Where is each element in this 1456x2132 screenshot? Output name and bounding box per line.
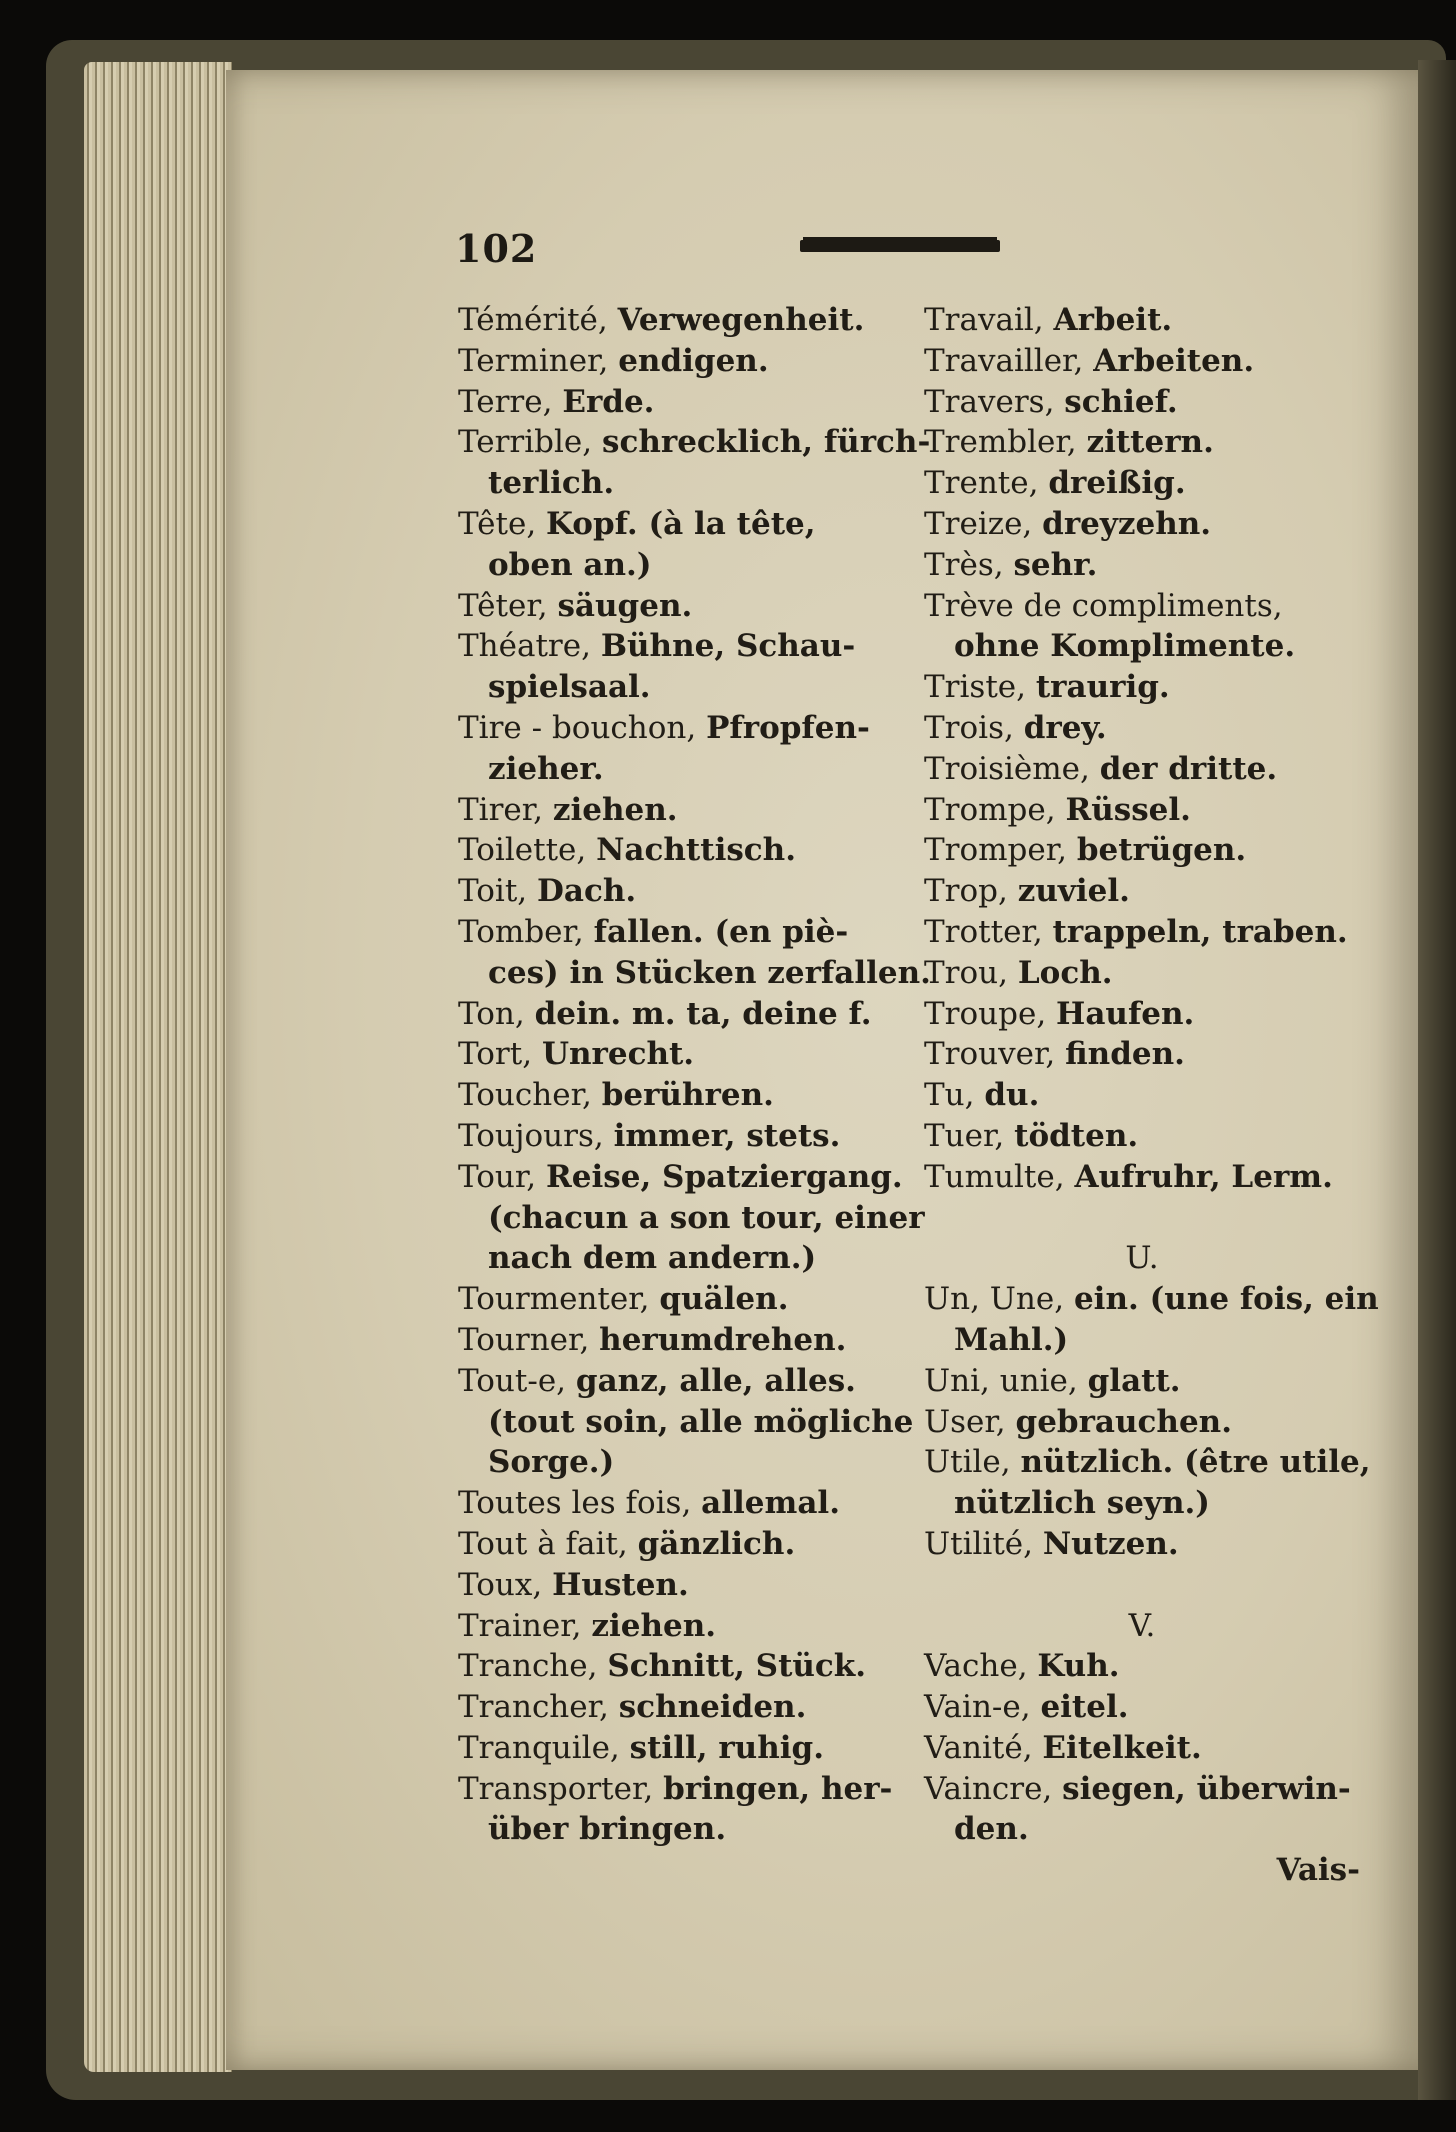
german-translation: Verwegenheit. <box>617 302 865 338</box>
german-translation: still, ruhig. <box>629 1729 824 1766</box>
french-term: Vache, <box>924 1648 1028 1685</box>
dictionary-entry <box>458 1483 898 1524</box>
dictionary-entry <box>924 382 1360 423</box>
german-translation: Schnitt, Stück. <box>607 1648 867 1685</box>
page-number: 102 <box>455 226 538 271</box>
french-term: Tête, <box>458 505 537 542</box>
french-term: Trop, <box>924 873 1008 910</box>
french-term: Tumulte, <box>924 1158 1065 1195</box>
dictionary-entry <box>924 830 1360 871</box>
dictionary-entry <box>924 1687 1360 1728</box>
german-translation: (tout soin, alle mögliche <box>488 1403 914 1440</box>
german-translation: terlich. <box>488 465 615 502</box>
french-term: Théatre, <box>458 628 591 665</box>
french-term: Tour, <box>458 1158 537 1195</box>
entry-continuation <box>458 1238 898 1279</box>
dictionary-entry <box>924 1728 1360 1769</box>
german-translation: Haufen. <box>1056 995 1195 1032</box>
german-translation: trappeln, traben. <box>1052 913 1348 950</box>
section-letter <box>924 1238 1360 1279</box>
dictionary-entry <box>458 1279 898 1320</box>
dictionary-entry <box>458 1687 898 1728</box>
german-translation: Aufruhr, Lerm. <box>1074 1158 1333 1195</box>
german-translation: quälen. <box>659 1281 789 1318</box>
german-translation: Kuh. <box>1037 1648 1120 1685</box>
dictionary-entry <box>458 994 898 1035</box>
german-translation: Bühne, Schau- <box>600 628 856 665</box>
german-translation: Eitelkeit. <box>1042 1729 1202 1766</box>
dictionary-entry <box>924 463 1360 504</box>
catchword <box>924 1850 1360 1891</box>
french-term: Utilité, <box>924 1525 1033 1562</box>
dictionary-entry <box>924 1198 1360 1239</box>
french-term: Un, Une, <box>924 1281 1065 1318</box>
german-translation: endigen. <box>618 342 769 379</box>
german-translation: Mahl.) <box>954 1321 1069 1358</box>
dictionary-entry <box>924 953 1360 994</box>
dictionary-entry <box>458 1769 898 1810</box>
french-term: Tranche, <box>458 1648 598 1685</box>
page-edges <box>84 62 232 2072</box>
entry-continuation <box>458 953 931 994</box>
french-term: Toit, <box>458 873 528 910</box>
french-term: Uni, unie, <box>924 1362 1078 1399</box>
french-term: Trois, <box>924 709 1014 746</box>
entry-continuation <box>458 667 898 708</box>
german-translation: nützlich. (être utile, <box>1020 1444 1371 1481</box>
german-translation: finden. <box>1065 1036 1185 1073</box>
german-translation: Pfropfen- <box>706 709 870 746</box>
french-term: Terrible, <box>458 424 593 461</box>
dictionary-entry <box>458 504 898 545</box>
german-translation: Dach. <box>537 873 637 910</box>
dictionary-entry <box>924 1646 1360 1687</box>
dictionary-entry <box>924 708 1360 749</box>
entry-continuation <box>458 1809 898 1850</box>
dictionary-entry <box>458 626 898 667</box>
german-translation: Rüssel. <box>1065 791 1191 828</box>
french-term: Troupe, <box>924 995 1047 1032</box>
entry-continuation <box>458 749 898 790</box>
french-term: Triste, <box>924 669 1026 706</box>
french-term: Ton, <box>458 995 525 1032</box>
french-term: Trève de compliments, <box>924 587 1283 624</box>
dictionary-entry <box>458 422 931 463</box>
german-translation: gänzlich. <box>637 1525 796 1562</box>
french-term: Transporter, <box>458 1770 654 1807</box>
dictionary-entry <box>458 708 898 749</box>
dictionary-entry <box>458 1157 903 1198</box>
french-term: Tourner, <box>458 1321 590 1358</box>
german-translation: tödten. <box>1014 1117 1139 1154</box>
dictionary-entry <box>924 422 1360 463</box>
dictionary-entry <box>924 1402 1360 1443</box>
dictionary-entry <box>458 382 898 423</box>
french-term: Tu, <box>924 1077 975 1114</box>
dictionary-entry <box>458 790 898 831</box>
dictionary-entry <box>924 545 1360 586</box>
german-translation: traurig. <box>1035 669 1170 706</box>
french-term: Tranquile, <box>458 1729 620 1766</box>
german-translation: über bringen. <box>488 1811 727 1848</box>
french-term: Très, <box>924 546 1004 583</box>
german-translation: oben an.) <box>488 546 652 583</box>
french-term: Toux, <box>458 1566 543 1603</box>
dictionary-entry <box>458 830 898 871</box>
german-translation: du. <box>984 1077 1040 1114</box>
dictionary-entry <box>458 1320 898 1361</box>
german-translation: dein. m. ta, deine f. <box>534 995 872 1032</box>
german-translation: Kopf. (à la tête, <box>546 505 816 542</box>
entry-continuation <box>458 545 898 586</box>
dictionary-entry <box>458 1565 898 1606</box>
german-translation: siegen, überwin- <box>1062 1770 1351 1807</box>
header-rule <box>800 240 1000 252</box>
dictionary-entry <box>924 1034 1360 1075</box>
right-column <box>924 300 1379 1891</box>
german-translation: Nachttisch. <box>596 832 797 869</box>
german-translation: bringen, her- <box>663 1770 893 1807</box>
french-term: Trainer, <box>458 1607 582 1644</box>
german-translation: zittern. <box>1086 424 1214 461</box>
dictionary-entry <box>458 1075 898 1116</box>
french-term: Toucher, <box>458 1077 592 1114</box>
french-term: Terminer, <box>458 342 609 379</box>
dictionary-entry <box>924 341 1360 382</box>
french-term: Têter, <box>458 587 548 624</box>
german-translation: ganz, alle, alles. <box>575 1362 856 1399</box>
french-term: Tout-e, <box>458 1362 567 1399</box>
dictionary-entry <box>924 749 1360 790</box>
dictionary-entry <box>458 1606 898 1647</box>
german-translation: ein. (une fois, ein <box>1073 1281 1379 1318</box>
german-translation: ohne Komplimente. <box>954 628 1296 665</box>
french-term: Vanité, <box>924 1729 1033 1766</box>
french-term: Trembler, <box>924 424 1077 461</box>
french-term: Trotter, <box>924 913 1043 950</box>
german-translation: den. <box>954 1811 1029 1848</box>
book-spine <box>1418 60 1456 2100</box>
dictionary-entry <box>924 504 1360 545</box>
entry-continuation <box>458 463 898 504</box>
dictionary-entry <box>924 1116 1360 1157</box>
french-term: Toujours, <box>458 1117 604 1154</box>
french-term: Témérité, <box>458 302 608 338</box>
german-translation: Vais- <box>1276 1852 1360 1889</box>
german-translation: Unrecht. <box>541 1036 695 1073</box>
german-translation: nach dem andern.) <box>488 1240 817 1277</box>
french-term: V. <box>1128 1607 1156 1644</box>
entry-continuation <box>458 1198 925 1239</box>
french-term: Trompe, <box>924 791 1056 828</box>
dictionary-entry <box>924 790 1360 831</box>
dictionary-entry <box>458 1034 898 1075</box>
german-translation: schneiden. <box>618 1689 807 1726</box>
french-term: Tourmenter, <box>458 1281 650 1318</box>
french-term: Troisième, <box>924 750 1090 787</box>
dictionary-entry <box>924 1524 1360 1565</box>
french-term: Trancher, <box>458 1689 609 1726</box>
french-term: Treize, <box>924 505 1033 542</box>
dictionary-entry <box>458 1646 898 1687</box>
french-term: Terre, <box>458 383 553 420</box>
french-term: Tire - bouchon, <box>458 709 697 746</box>
french-term: Toutes les fois, <box>458 1485 692 1522</box>
german-translation: Loch. <box>1017 954 1113 991</box>
dictionary-entry <box>458 1116 898 1157</box>
dictionary-entry <box>924 1442 1371 1483</box>
french-term: Toilette, <box>458 832 587 869</box>
german-translation: dreyzehn. <box>1042 505 1212 542</box>
german-translation: allemal. <box>701 1485 840 1522</box>
french-term: Trouver, <box>924 1036 1056 1073</box>
german-translation: immer, stets. <box>613 1117 841 1154</box>
german-translation: fallen. (en piè- <box>593 913 849 950</box>
german-translation: zieher. <box>488 750 604 787</box>
german-translation: Erde. <box>562 383 655 420</box>
dictionary-entry <box>924 1565 1360 1606</box>
french-term: Tout à fait, <box>458 1525 628 1562</box>
french-term: Travail, <box>924 302 1044 338</box>
section-letter <box>924 1606 1360 1647</box>
dictionary-entry <box>924 1361 1360 1402</box>
french-term: Vain-e, <box>924 1689 1031 1726</box>
left-column <box>458 300 931 1850</box>
dictionary-entry <box>924 871 1360 912</box>
french-term: User, <box>924 1403 1006 1440</box>
german-translation: dreißig. <box>1048 465 1186 502</box>
french-term: Vaincre, <box>924 1770 1053 1807</box>
german-translation: Arbeit. <box>1053 302 1173 338</box>
german-translation: nützlich seyn.) <box>954 1485 1210 1522</box>
entry-continuation <box>458 1442 898 1483</box>
french-term: U. <box>1125 1240 1159 1277</box>
dictionary-entry <box>924 1279 1379 1320</box>
german-translation: Sorge.) <box>488 1444 615 1481</box>
german-translation: betrügen. <box>1076 832 1247 869</box>
german-translation: (chacun a son tour, einer <box>488 1199 925 1236</box>
dictionary-entry <box>458 1524 898 1565</box>
french-term: Utile, <box>924 1444 1011 1481</box>
german-translation: Nutzen. <box>1042 1525 1179 1562</box>
dictionary-entry <box>924 1075 1360 1116</box>
german-translation: säugen. <box>557 587 693 624</box>
french-term: Tomber, <box>458 913 584 950</box>
french-term: Tuer, <box>924 1117 1005 1154</box>
french-term: Trou, <box>924 954 1008 991</box>
dictionary-entry <box>458 586 898 627</box>
german-translation: berühren. <box>601 1077 774 1114</box>
dictionary-entry <box>458 300 898 341</box>
entry-continuation <box>924 626 1360 667</box>
french-term: Tromper, <box>924 832 1068 869</box>
dictionary-entry <box>924 667 1360 708</box>
dictionary-entry <box>458 912 898 953</box>
french-term: Travers, <box>924 383 1055 420</box>
german-translation: ziehen. <box>552 791 678 828</box>
entry-continuation <box>924 1483 1360 1524</box>
french-term: Travailler, <box>924 342 1084 379</box>
german-translation: Husten. <box>552 1566 689 1603</box>
german-translation: schrecklich, fürch- <box>602 424 931 461</box>
french-term: Tort, <box>458 1036 533 1073</box>
dictionary-entry <box>924 300 1360 341</box>
german-translation: gebrauchen. <box>1015 1403 1233 1440</box>
dictionary-entry <box>924 586 1360 627</box>
dictionary-entry <box>458 1728 898 1769</box>
german-translation: spielsaal. <box>488 669 651 706</box>
german-translation: herumdrehen. <box>599 1321 847 1358</box>
german-translation: eitel. <box>1040 1689 1129 1726</box>
german-translation: der dritte. <box>1099 750 1278 787</box>
german-translation: sehr. <box>1013 546 1098 583</box>
dictionary-entry <box>924 1157 1360 1198</box>
german-translation: Arbeiten. <box>1093 342 1255 379</box>
entry-continuation <box>924 1320 1360 1361</box>
french-term: Trente, <box>924 465 1039 502</box>
german-translation: ziehen. <box>591 1607 717 1644</box>
dictionary-entry <box>458 1361 898 1402</box>
german-translation: glatt. <box>1087 1362 1181 1399</box>
entry-continuation <box>458 1402 914 1443</box>
french-term: Tirer, <box>458 791 544 828</box>
dictionary-entry <box>458 871 898 912</box>
entry-continuation <box>924 1809 1360 1850</box>
german-translation: ces) in Stücken zerfallen. <box>488 954 931 991</box>
dictionary-entry <box>924 1769 1360 1810</box>
dictionary-entry <box>458 341 898 382</box>
german-translation: drey. <box>1023 709 1107 746</box>
german-translation: Reise, Spatziergang. <box>546 1158 903 1195</box>
german-translation: schief. <box>1064 383 1178 420</box>
dictionary-entry <box>924 912 1360 953</box>
german-translation: zuviel. <box>1017 873 1130 910</box>
dictionary-entry <box>924 994 1360 1035</box>
